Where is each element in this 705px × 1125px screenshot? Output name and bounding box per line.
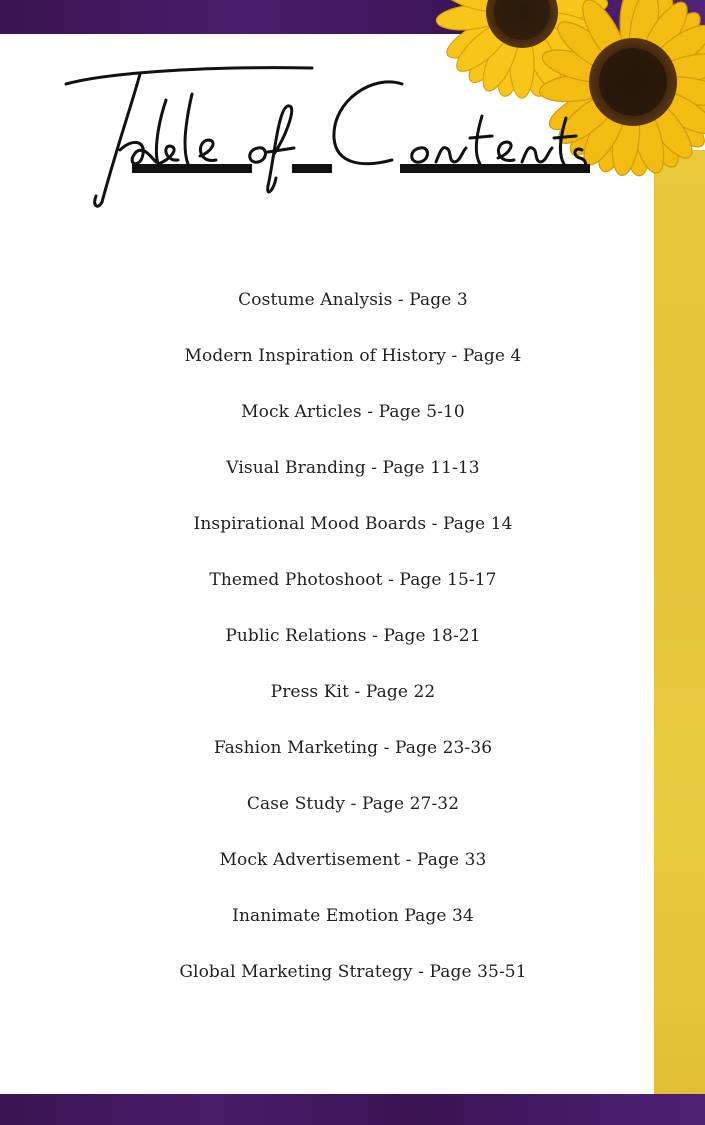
toc-item: Case Study - Page 27-32 [246, 794, 460, 814]
toc-item: Mock Advertisement - Page 33 [219, 850, 487, 870]
toc-item: Inanimate Emotion Page 34 [232, 906, 474, 926]
toc-item: Costume Analysis - Page 3 [238, 290, 468, 310]
toc-item: Press Kit - Page 22 [270, 682, 436, 702]
bottom-purple-band [0, 1094, 705, 1125]
toc-item: Public Relations - Page 18-21 [225, 626, 481, 646]
toc-item: Themed Photoshoot - Page 15-17 [209, 570, 497, 590]
page-title [62, 60, 602, 210]
toc-item: Modern Inspiration of History - Page 4 [184, 346, 522, 366]
toc-item: Global Marketing Strategy - Page 35-51 [179, 962, 527, 982]
toc-item: Fashion Marketing - Page 23-36 [213, 738, 493, 758]
toc-item: Visual Branding - Page 11-13 [226, 458, 480, 478]
toc-item: Inspirational Mood Boards - Page 14 [193, 514, 513, 534]
toc-item: Mock Articles - Page 5-10 [241, 402, 465, 422]
